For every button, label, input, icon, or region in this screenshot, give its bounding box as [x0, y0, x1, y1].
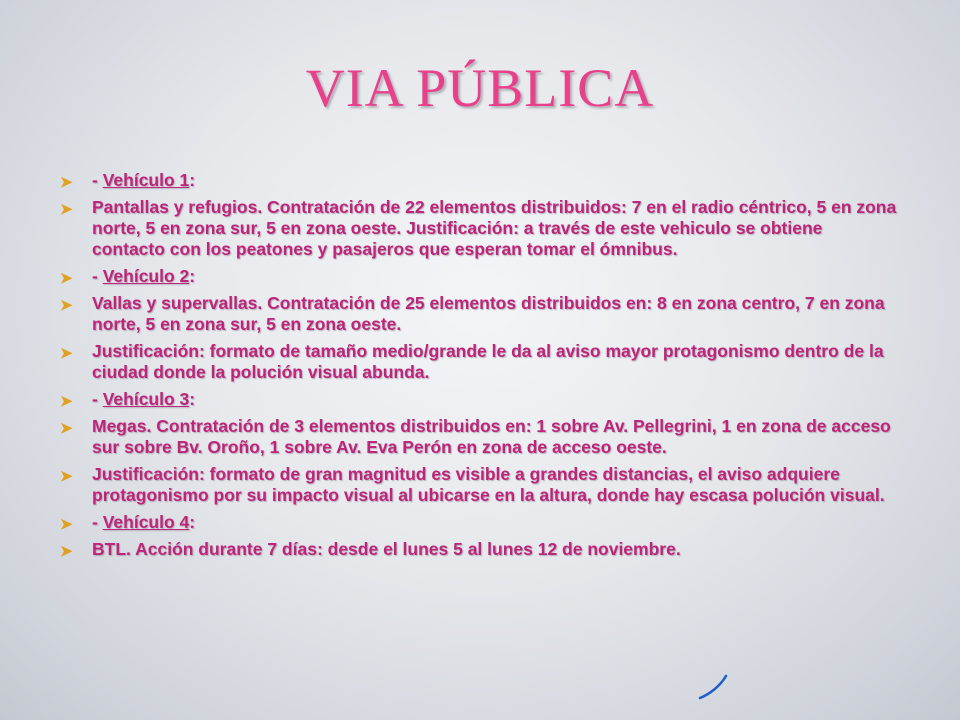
- bullet-vehiculo-1: [60, 170, 900, 191]
- bullet-justificacion-3: [60, 464, 900, 506]
- bullet-text: Justificación: formato de tamaño medio/grande le da al aviso mayor protagonismo dentro de la ciudad donde la polución visual abunda.: [92, 341, 884, 382]
- bullet-justificacion-2: [60, 341, 900, 383]
- bullet-text: Vallas y supervallas. Contratación de 25 elementos distribuidos en: 8 en zona centro, 7 en zona norte, 5 en zona sur, 5 en zona oeste.: [92, 293, 885, 334]
- bullet-suffix: :: [189, 389, 196, 409]
- bullet-text: Justificación: formato de gran magnitud es visible a grandes distancias, el aviso adquiere protagonismo por su impacto visual al ubicarse en la altura, donde hay escasa polución visual.: [92, 464, 885, 505]
- bullet-prefix: -: [92, 170, 103, 190]
- arrow-bullet-icon: ➤: [60, 420, 73, 437]
- arrow-bullet-icon: ➤: [60, 516, 73, 533]
- slide-title: VIA PÚBLICA: [305, 58, 655, 118]
- bullet-heading: Vehículo 4: [102, 512, 190, 532]
- bullet-text: BTL. Acción durante 7 días: desde el lunes 5 al lunes 12 de noviembre.: [92, 539, 681, 559]
- bullet-prefix: -: [92, 389, 103, 409]
- bullet-pantallas: [60, 197, 900, 260]
- bullet-suffix: :: [189, 170, 196, 190]
- bullet-list: [60, 170, 900, 566]
- bullet-text: Pantallas y refugios. Contratación de 22 elementos distribuidos: 7 en el radio céntrico, 5 en zona norte, 5 en zona sur, 5 en zona oeste. Justificación: a través de este vehiculo se obtiene contacto con los peatones y pasajeros que esperan tomar el ómnibus.: [92, 197, 897, 259]
- bullet-prefix: -: [92, 512, 103, 532]
- arrow-bullet-icon: ➤: [60, 270, 73, 287]
- swoosh-icon: [694, 672, 734, 702]
- bullet-heading: Vehículo 1: [102, 170, 190, 190]
- bullet-vehiculo-4: [60, 512, 900, 533]
- bullet-suffix: :: [189, 266, 196, 286]
- arrow-bullet-icon: ➤: [60, 468, 73, 485]
- arrow-bullet-icon: ➤: [60, 543, 73, 560]
- arrow-bullet-icon: ➤: [60, 393, 73, 410]
- arrow-bullet-icon: ➤: [60, 174, 73, 191]
- arrow-bullet-icon: ➤: [60, 345, 73, 362]
- bullet-btl: [60, 539, 900, 560]
- arrow-bullet-icon: ➤: [60, 201, 73, 218]
- bullet-megas: [60, 416, 900, 458]
- bullet-heading: Vehículo 3: [102, 389, 190, 409]
- bullet-text: Megas. Contratación de 3 elementos distribuidos en: 1 sobre Av. Pellegrini, 1 en zona de acceso sur sobre Bv. Oroño, 1 sobre Av. Eva Perón en zona de acceso oeste.: [92, 416, 891, 457]
- bullet-vehiculo-3: [60, 389, 900, 410]
- bullet-vehiculo-2: [60, 266, 900, 287]
- bullet-vallas: [60, 293, 900, 335]
- bullet-suffix: :: [189, 512, 196, 532]
- bullet-prefix: -: [92, 266, 103, 286]
- arrow-bullet-icon: ➤: [60, 297, 73, 314]
- bullet-heading: Vehículo 2: [102, 266, 190, 286]
